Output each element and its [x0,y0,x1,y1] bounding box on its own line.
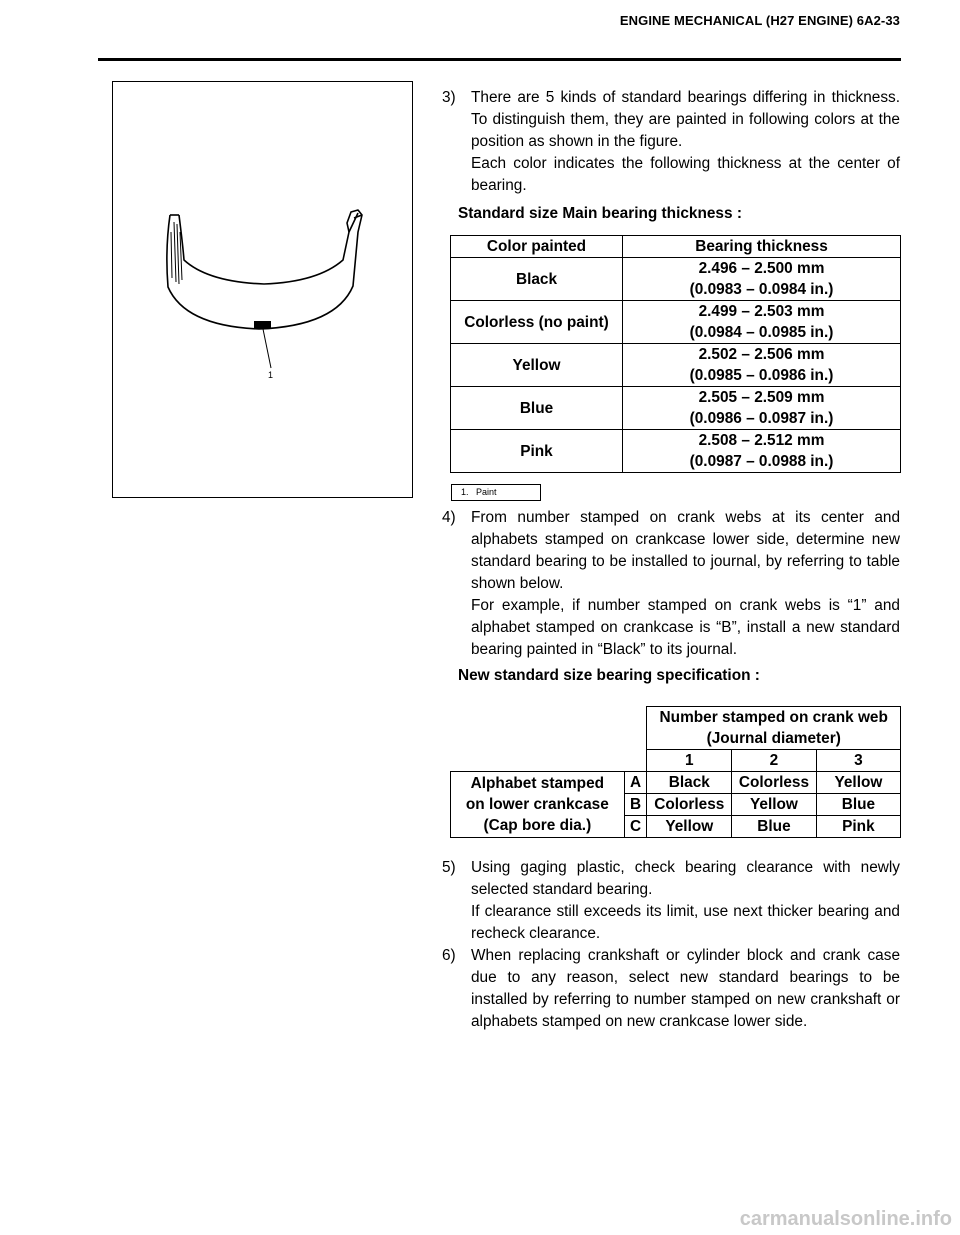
step-3-text-2: Each color indicates the following thickness at the center of bearing. [471,155,900,194]
watermark: carmanualsonline.info [739,1208,952,1230]
spec-cell: Black [647,772,732,794]
thickness-mm: 2.502 – 2.506 mm [698,346,825,363]
thickness-cell [623,301,901,344]
thickness-cell [623,430,901,473]
web-header-line-1: Number stamped on crank web [659,709,888,726]
step-6-text: When replacing crankshaft or cylinder block and crank case due to any reason, select new standard bearings to be installed by referring to number stamped on new crankshaft or alphabets stamped on new crankcase lower side. [471,947,900,1030]
spec-heading-new-bearing: New standard size bearing specification : [458,667,760,684]
thickness-in: (0.0986 – 0.0987 in.) [689,410,834,427]
step-4-text: From number stamped on crank webs at its center and alphabets stamped on crankcase lower side, determine new standard bearing to be installed to journal, by referring to table shown below. [471,509,900,592]
col-header-thickness: Bearing thickness [623,236,901,258]
web-number: 1 [647,750,732,772]
step-5-text-2: If clearance still exceeds its limit, use next thicker bearing and recheck clearance. [471,903,900,942]
table-row [451,772,901,794]
table-row [451,430,901,473]
step-4 [442,507,900,661]
alphabet-label-line-1: Alphabet stamped [470,775,605,792]
step-6-number: 6) [442,947,456,964]
table-row [451,387,901,430]
step-3-number: 3) [442,89,456,106]
spec-cell: Yellow [732,794,817,816]
row-letter: C [624,816,647,838]
thickness-mm: 2.508 – 2.512 mm [698,432,825,449]
spec-cell: Yellow [647,816,732,838]
step-5 [442,857,900,945]
step-5-number: 5) [442,859,456,876]
color-cell: Colorless (no paint) [451,301,623,344]
bearing-illustration [113,82,414,499]
row-letter: A [624,772,647,794]
spec-cell: Blue [816,794,900,816]
bearing-thickness-table [450,235,901,473]
spec-cell: Colorless [647,794,732,816]
thickness-mm: 2.505 – 2.509 mm [698,389,825,406]
thickness-cell [623,387,901,430]
color-cell: Yellow [451,344,623,387]
step-6 [442,945,900,1033]
col-header-color: Color painted [451,236,623,258]
row-letter: B [624,794,647,816]
spec-cell: Colorless [732,772,817,794]
thickness-mm: 2.499 – 2.503 mm [698,303,825,320]
figure-legend: 1. Paint [451,484,541,501]
web-header [647,707,901,750]
step-4-number: 4) [442,509,456,526]
spec-cell: Blue [732,816,817,838]
alphabet-label [451,772,625,838]
figure-callout-1: 1 [268,370,274,380]
step-3 [442,87,900,197]
table-row [451,344,901,387]
page-header-title: ENGINE MECHANICAL (H27 ENGINE) 6A2-33 [619,13,900,28]
web-number: 2 [732,750,817,772]
alphabet-label-line-3: (Cap bore dia.) [483,817,592,834]
spec-cell: Pink [816,816,900,838]
blank-corner [451,707,647,772]
color-cell: Blue [451,387,623,430]
bearing-selection-table [450,706,901,838]
thickness-in: (0.0987 – 0.0988 in.) [689,453,834,470]
table-row [451,258,901,301]
table-header-row [451,236,901,258]
step-3-text: There are 5 kinds of standard bearings differing in thickness. To distinguish them, they are painted in following colors at the position as shown in the figure. [471,89,900,150]
spec-cell: Yellow [816,772,900,794]
table-header-row [451,707,901,750]
thickness-in: (0.0983 – 0.0984 in.) [689,281,834,298]
table-row [451,301,901,344]
thickness-in: (0.0985 – 0.0986 in.) [689,367,834,384]
header-rule [98,58,901,61]
web-number: 3 [816,750,900,772]
thickness-in: (0.0984 – 0.0985 in.) [689,324,834,341]
bearing-figure [112,81,413,498]
paint-mark [254,321,271,329]
alphabet-label-line-2: on lower crankcase [465,796,609,813]
web-header-line-2: (Journal diameter) [706,730,841,747]
step-4-text-2: For example, if number stamped on crank webs is “1” and alphabet stamped on crankcase is “B”, install a new standard bearing painted in “Black” to its journal. [471,597,900,658]
thickness-cell [623,258,901,301]
thickness-cell [623,344,901,387]
spec-heading-thickness: Standard size Main bearing thickness : [458,205,742,222]
step-5-text: Using gaging plastic, check bearing clearance with newly selected standard bearing. [471,859,900,898]
color-cell: Pink [451,430,623,473]
color-cell: Black [451,258,623,301]
thickness-mm: 2.496 – 2.500 mm [698,260,825,277]
